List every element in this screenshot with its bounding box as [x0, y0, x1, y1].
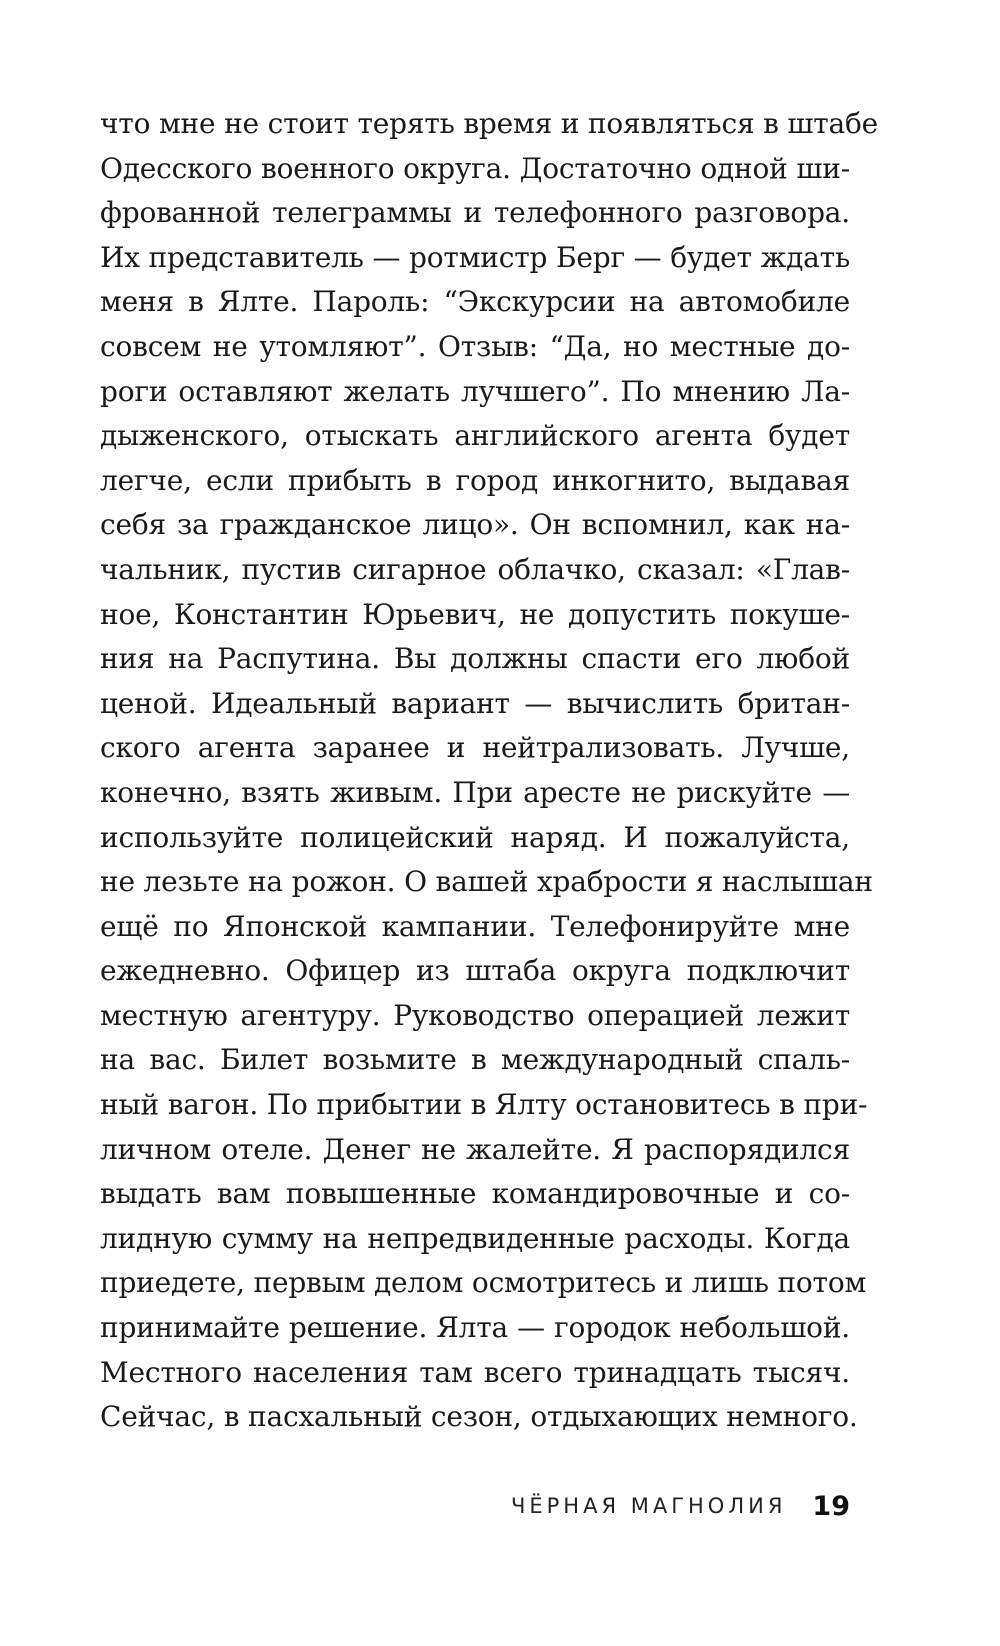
text-line: ежедневно. Офицер из штаба округа подключит — [100, 954, 850, 988]
text-line: конечно, взять живым. При аресте не рискуйте — — [100, 775, 850, 809]
text-line: личном отеле. Денег не жалейте. Я распорядился — [100, 1132, 850, 1166]
text-line: ный вагон. По прибытии в Ялту остановитесь в при- — [100, 1088, 868, 1122]
text-line: Их представитель — ротмистр Берг — будет ждать — [100, 240, 850, 274]
text-line: фрованной телеграммы и телефонного разговора. — [100, 196, 850, 230]
text-line: лидную сумму на непредвиденные расходы. Когда — [100, 1221, 850, 1255]
text-line: легче, если прибыть в город инкогнито, выдавая — [100, 463, 850, 497]
page-number: 19 — [812, 1490, 850, 1522]
text-line: не лезьте на рожон. О вашей храбрости я наслышан — [100, 865, 873, 899]
body-text — [100, 102, 879, 1440]
text-line: совсем не утомляют”. Отзыв: “Да, но местные до- — [100, 329, 850, 363]
running-footer — [500, 1486, 850, 1526]
text-line: меня в Ялте. Пароль: “Экскурсии на автомобиле — [100, 285, 850, 319]
text-line: Одесского военного округа. Достаточно одной ши- — [100, 151, 850, 185]
text-line: Местного населения там всего тринадцать тысяч. — [100, 1355, 850, 1389]
text-line: выдать вам повышенные командировочные и со- — [100, 1177, 850, 1211]
text-line: ещё по Японской кампании. Телефонируйте мне — [100, 909, 850, 943]
text-line: ского агента заранее и нейтрализовать. Лучше, — [100, 731, 850, 765]
text-line: на вас. Билет возьмите в международный спаль- — [100, 1043, 850, 1077]
text-line: дыженского, отыскать английского агента будет — [100, 419, 850, 453]
text-line: ное, Константин Юрьевич, не допустить покуше- — [100, 597, 850, 631]
text-line: приедете, первым делом осмотритесь и лишь потом — [100, 1266, 867, 1300]
text-line: Сейчас, в пасхальный сезон, отдыхающих немного. — [100, 1400, 858, 1434]
book-title: ЧЁРНАЯ МАГНОЛИЯ — [510, 1494, 787, 1518]
text-line: роги оставляют желать лучшего”. По мнению Ла- — [100, 374, 850, 408]
text-line: ния на Распутина. Вы должны спасти его любой — [100, 642, 850, 676]
text-line: местную агентуру. Руководство операцией лежит — [100, 998, 850, 1032]
text-line: принимайте решение. Ялта — городок небольшой. — [100, 1311, 850, 1345]
text-line: ценой. Идеальный вариант — вычислить британ- — [100, 686, 850, 720]
text-line: что мне не стоит терять время и появляться в штабе — [100, 107, 879, 140]
text-line: чальник, пустив сигарное облачко, сказал: «Глав- — [100, 552, 850, 586]
text-line: себя за гражданское лицо». Он вспомнил, как на- — [100, 508, 850, 542]
text-line: используйте полицейский наряд. И пожалуйста, — [100, 820, 850, 854]
